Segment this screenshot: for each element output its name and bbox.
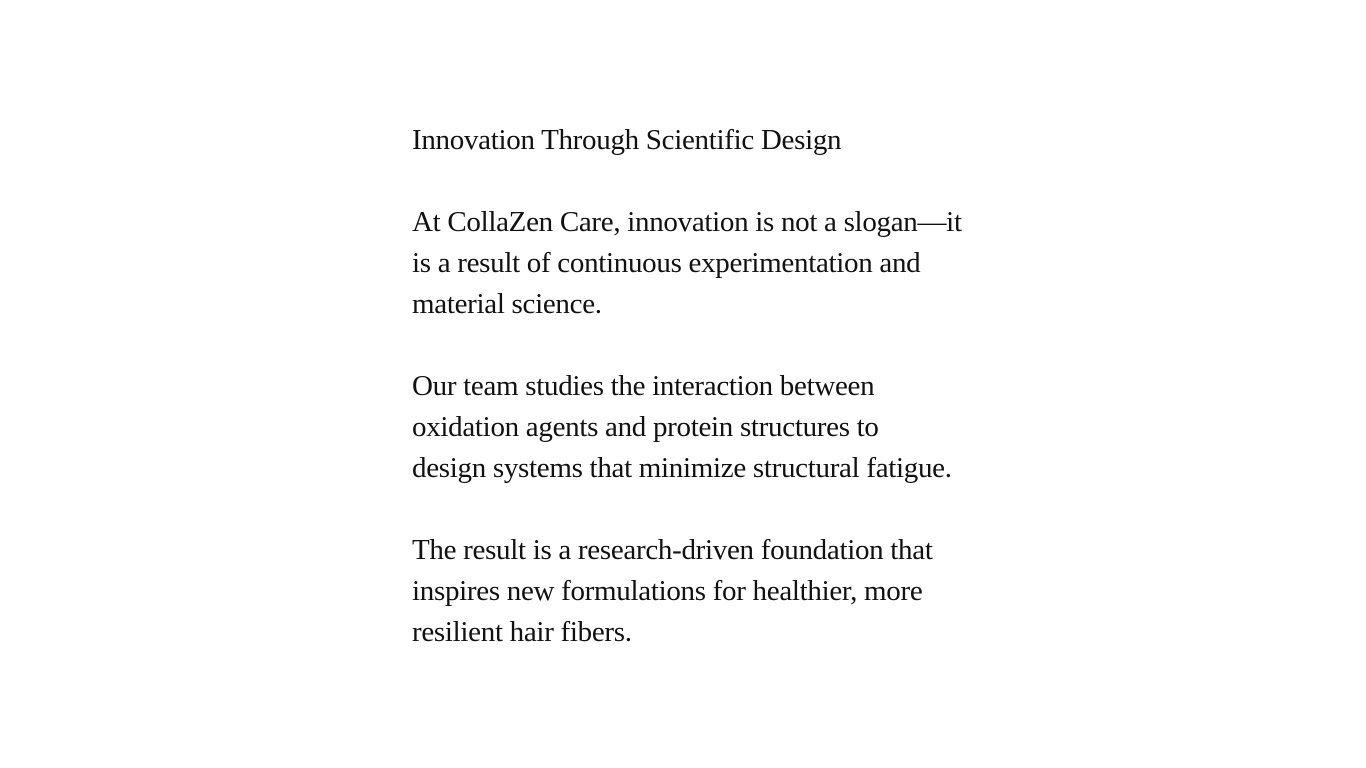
- paragraph-line: The result is a research-driven foundation that: [412, 534, 933, 566]
- paragraph-line: is a result of continuous experimentation and: [412, 247, 921, 279]
- page-heading: Innovation Through Scientific Design: [412, 124, 842, 156]
- paragraph-research: [412, 366, 972, 489]
- paragraph-line: design systems that minimize structural fatigue.: [412, 452, 952, 484]
- main-content: [412, 120, 972, 653]
- paragraph-line: material science.: [412, 288, 602, 320]
- paragraph-line: resilient hair fibers.: [412, 616, 632, 648]
- paragraph-line: oxidation agents and protein structures to: [412, 411, 879, 443]
- paragraph-result: [412, 530, 972, 653]
- paragraph-innovation: [412, 202, 972, 325]
- paragraph-line: At CollaZen Care, innovation is not a slogan—it: [412, 206, 962, 238]
- paragraph-line: inspires new formulations for healthier, more: [412, 575, 923, 607]
- paragraph-line: Our team studies the interaction between: [412, 370, 875, 402]
